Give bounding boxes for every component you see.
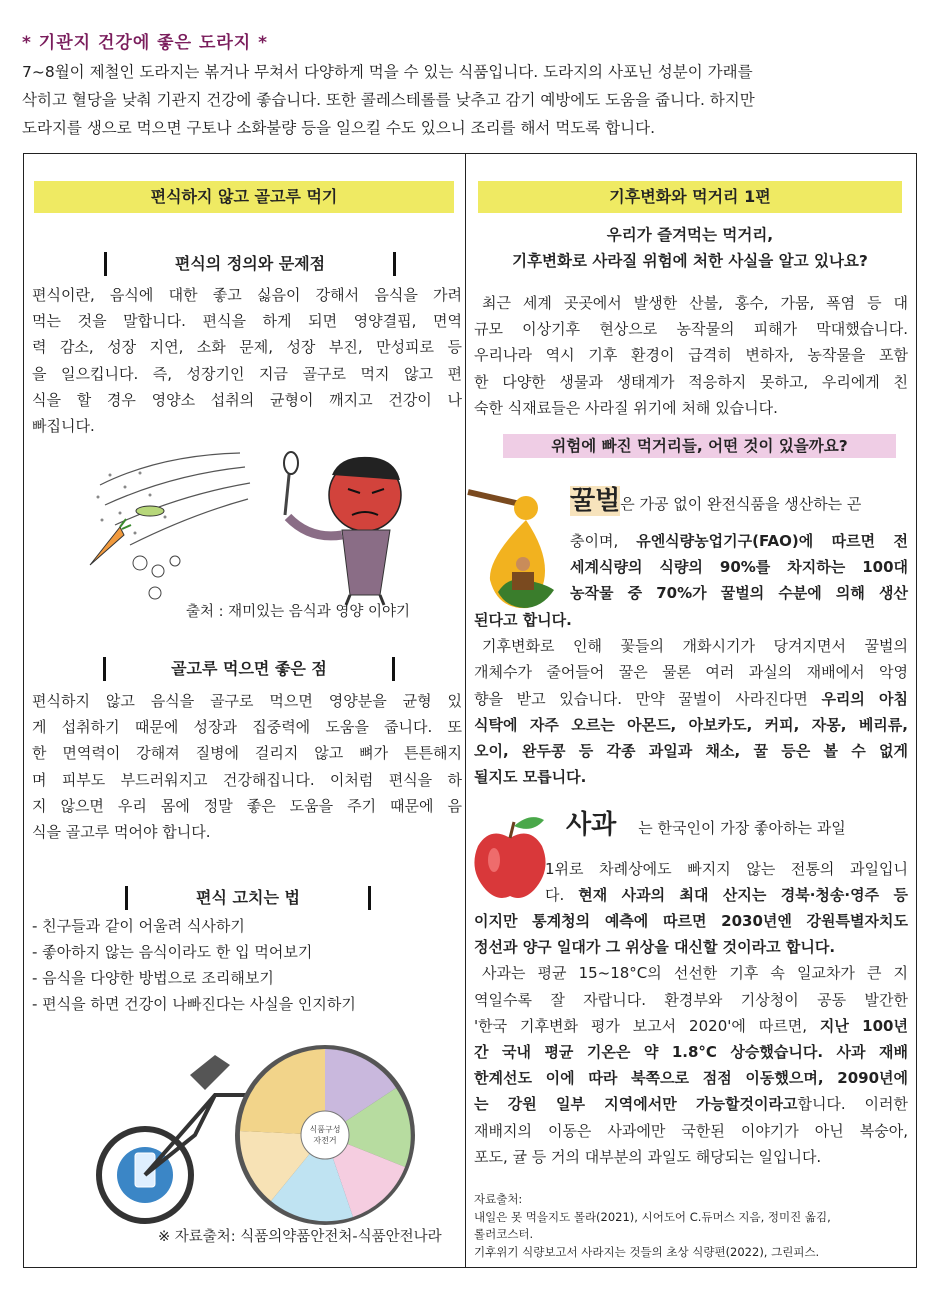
bee-intro: 꿀벌은 가공 없이 완전식품을 생산하는 곤 (570, 486, 862, 516)
honey-drop-illustration (468, 480, 568, 620)
section-title-definition: 편식의 정의와 문제점 (104, 252, 396, 276)
apple-illustration (470, 812, 550, 902)
apple-paragraph: 이지만 통계청의 예측에 따르면 2030년엔 강원특별자치도 정선과 양구 일대가 그 위상을 대신할 것이라고 합니다. 사과는 평균 15~18°C의 선선한 기후 속 일교차가 큰 지 역일수록 잘 자랍니다. 환경부와 기상청이 공동 발간한 '한국 기후변화 평가 보고서 2020'에 따르면, 지난 100년 간 국내 평균 기온은 약 1.8°C 상승했습니다. 사과 재배 한계선도 이에 따라 북쪽으로 점점 이동했으며, 2090년에 는 강원 일부 지역에서만 가능할것이라고합니다. 이러한 재배지의 이동은 사과에만 국한된 이야기가 아닌 복숭아, 포도, 귤 등 거의 대부분의 과일도 해당되는 일입니다. (474, 912, 908, 1166)
bee-keyword: 꿀벌 (570, 486, 621, 516)
apple-keyword: 사과 (566, 810, 617, 840)
endangered-foods-heading: 위험에 빠진 먹거리들, 어떤 것이 있을까요? (503, 434, 896, 458)
illustration-caption: 출처 : 재미있는 음식과 영양 이야기 (186, 604, 411, 620)
bee-paragraph: 된다고 합니다. 기후변화로 인해 꽃들의 개화시기가 당겨지면서 꿀벌의 개체수가 줄어들어 꿀은 물론 여러 과실의 재배에서 악영 향을 받고 있습니다. 만약 꿀벌이 사라진다면 우리의 아침 식탁에 자주 오르는 아몬드, 아보카도, 커피, 자몽, 베리류, 오이, 완두콩 등 각종 과일과 채소, 꿀 등은 볼 수 없게 될지도 모릅니다. (474, 611, 908, 787)
bee-paragraph-top: 충이며, 유엔식량농업기구(FAO)에 따르면 전 세계식량의 식량의 90%를 차지하는 100대 농작물 중 70%가 꿀벌의 수분에 의해 생산 (570, 532, 908, 603)
column-divider (465, 153, 466, 1267)
list-item: - 친구들과 같이 어울려 식사하기 (32, 917, 245, 935)
svg-text:자전거: 자전거 (313, 1136, 337, 1145)
left-banner: 편식하지 않고 골고루 먹기 (34, 181, 454, 213)
section-title-fix: 편식 고치는 법 (125, 886, 371, 910)
list-item: - 음식을 다양한 방법으로 조리해보기 (32, 969, 274, 987)
apple-paragraph-top: 1위로 차례상에도 빠지지 않는 전통의 과일입니 다. 현재 사과의 최대 산지는 경북·청송·영주 등 (545, 860, 908, 905)
picky-eater-illustration (80, 445, 460, 605)
apple-intro: 사과 는 한국인이 가장 좋아하는 과일 (566, 810, 846, 840)
references: 자료출처: 내일은 못 먹을지도 몰라(2021), 시어도어 C.듀머스 지음, 정미진 옮김, 롤러코스터. 기후위기 식량보고서 사라지는 것들의 초상 식량편(2022), 그린피스. (474, 1192, 831, 1259)
svg-text:식품구성: 식품구성 (309, 1125, 341, 1134)
right-banner: 기후변화와 먹거리 1편 (478, 181, 902, 213)
benefits-paragraph: 편식하지 않고 음식을 골구로 먹으면 영양분을 균형 있 게 섭취하기 때문에 성장과 집중력에 도움을 줍니다. 또 한 면역력이 강해져 질병에 걸리지 않고 뼈가 튼튼해지 며 피부도 부드러워지고 건강해집니다. 이처럼 편식을 하 지 않으면 우리 몸에 정말 좋은 도움을 주기 때문에 음 식을 골고루 먹어야 합니다. (32, 692, 462, 842)
climate-question: 우리가 즐겨먹는 먹거리, 기후변화로 사라질 위험에 처한 사실을 알고 있나요? (512, 226, 868, 271)
bicycle-caption: ※ 자료출처: 식품의약품안전처-식품안전나라 (158, 1229, 442, 1245)
section-title-benefits: 골고루 먹으면 좋은 점 (103, 657, 395, 681)
definition-paragraph: 편식이란, 음식에 대한 좋고 싫음이 강해서 음식을 가려 먹는 것을 말합니다. 편식을 하게 되면 영양결핍, 면역 력 감소, 성장 지연, 소화 문제, 성장 부진, 만성피로 등 을 일으킵니다. 즉, 성장기인 지금 골구로 먹지 않고 편 식을 할 경우 영양소 섭취의 균형이 깨지고 건강이 나 빠집니다. (32, 286, 462, 436)
climate-paragraph: 최근 세계 곳곳에서 발생한 산불, 홍수, 가뭄, 폭염 등 대 규모 이상기후 현상으로 농작물의 피해가 막대했습니다. 우리나라 역시 기후 환경이 급격히 변하자, 농작물을 포함 한 다양한 생물과 생태계가 적응하지 못하고, 우리에게 친 숙한 식재료들은 사라질 위기에 처해 있습니다. (474, 294, 908, 417)
list-item: - 좋아하지 않는 음식이라도 한 입 먹어보기 (32, 943, 313, 961)
list-item: - 편식을 하면 건강이 나빠진다는 사실을 인지하기 (32, 995, 356, 1013)
tips-list (32, 913, 356, 1017)
page-title: * 기관지 건강에 좋은 도라지 * (22, 33, 269, 53)
food-bicycle-illustration (95, 1035, 415, 1230)
intro-paragraph: 7~8월이 제철인 도라지는 볶거나 무쳐서 다양하게 먹을 수 있는 식품입니다. 도라지의 사포닌 성분이 가래를 삭히고 혈당을 낮춰 기관지 건강에 좋습니다. 또한 콜레스테롤를 낮추고 감기 예방에도 도움을 줍니다. 하지만 도라지를 생으로 먹으면 구토나 소화불량 등을 일으킬 수도 있으니 조리를 해서 먹도록 합니다. (22, 63, 755, 137)
